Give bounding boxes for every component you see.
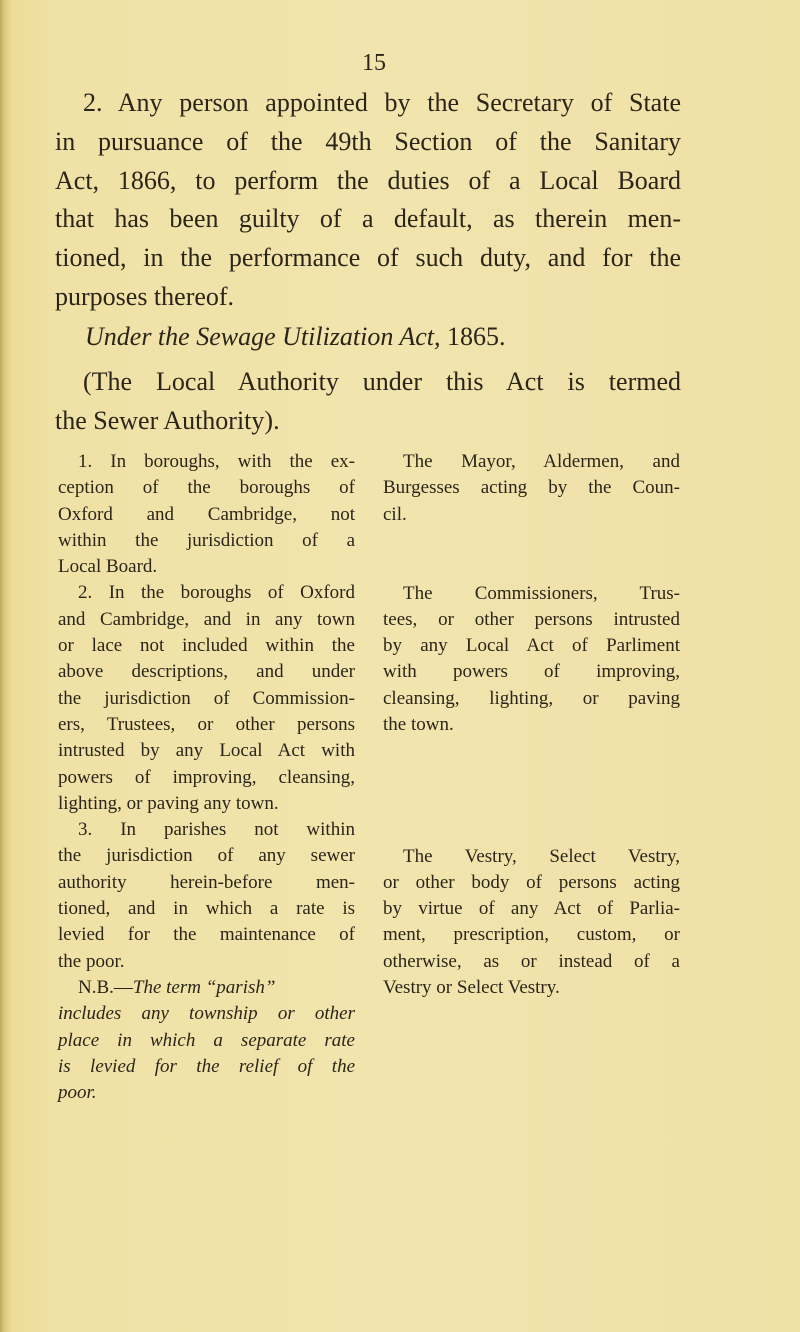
heading-year: 1865.	[447, 322, 506, 351]
text-line: 2. In the boroughs of Oxford	[78, 582, 355, 604]
text-line: 3. In parishes not within	[78, 819, 355, 841]
text-line: authority herein-before men-	[58, 871, 355, 893]
text-line: Burgesses acting by the Coun-	[383, 477, 680, 499]
text-line: or lace not included within the	[58, 635, 355, 657]
text-line: is levied for the relief of the	[58, 1055, 355, 1077]
text-line: in pursuance of the 49th Section of the Sanitary	[55, 126, 681, 156]
text-line: includes any township or other	[58, 1003, 355, 1025]
text-line: the town.	[383, 713, 454, 735]
text-line: powers of improving, cleansing,	[58, 766, 355, 788]
authority-entry	[383, 449, 680, 528]
text-line: levied for the maintenance of	[58, 924, 355, 946]
text-line: above descriptions, and under	[58, 661, 355, 683]
text-line: tees, or other persons intrusted	[383, 608, 680, 630]
text-line: poor.	[58, 1082, 97, 1104]
text-line: by any Local Act of Parliment	[383, 635, 680, 657]
text-line: Vestry or Select Vestry.	[383, 976, 560, 998]
section-heading	[85, 322, 506, 352]
text-line: cil.	[383, 503, 407, 525]
text-line: purposes thereof.	[55, 281, 235, 311]
text-line: within the jurisdiction of a	[58, 529, 355, 551]
text-line: the Sewer Authority).	[55, 406, 280, 435]
text-line: Oxford and Cambridge, not	[58, 503, 355, 525]
text-line: lighting, or paving any town.	[58, 792, 279, 814]
text-line: by virtue of any Act of Parlia-	[383, 898, 680, 920]
intro-paragraph	[55, 84, 681, 317]
text-line: otherwise, as or instead of a	[383, 950, 680, 972]
text-line: Act, 1866, to perform the duties of a Local Board	[55, 165, 681, 195]
text-line: with powers of improving,	[383, 661, 680, 683]
text-line: tioned, and in which a rate is	[58, 898, 355, 920]
nb-text: The term “parish”	[132, 976, 276, 998]
text-line: the poor.	[58, 950, 125, 972]
text-line: The Mayor, Aldermen, and	[403, 451, 680, 472]
text-line: The Commissioners, Trus-	[403, 582, 680, 604]
text-line: The Vestry, Select Vestry,	[403, 845, 680, 867]
nb-line	[58, 975, 355, 1001]
text-line: or other body of persons acting	[383, 871, 680, 893]
text-line: ment, prescription, custom, or	[383, 924, 680, 946]
left-column	[58, 449, 355, 1106]
text-line: cleansing, lighting, or paving	[383, 687, 680, 709]
text-line: that has been guilty of a default, as therein men-	[55, 204, 681, 234]
text-line: and Cambridge, and in any town	[58, 608, 355, 630]
text-line: the jurisdiction of Commission-	[58, 687, 355, 709]
authority-note	[55, 362, 681, 440]
text-line: intrusted by any Local Act with	[58, 740, 355, 762]
page-number: 15	[362, 50, 386, 76]
text-line: 2. Any person appointed by the Secretary of State	[83, 88, 681, 117]
heading-title: Under the Sewage Utilization Act,	[85, 322, 441, 351]
authority-entry	[383, 844, 680, 1002]
text-line: ers, Trustees, or other persons	[58, 713, 355, 735]
authority-entry	[383, 581, 680, 739]
text-line: ception of the boroughs of	[58, 477, 355, 499]
text-line: the jurisdiction of any sewer	[58, 845, 355, 867]
text-line: place in which a separate rate	[58, 1029, 355, 1051]
text-line: Local Board.	[58, 556, 158, 578]
nb-prefix: N.B.—	[78, 976, 133, 998]
text-line: (The Local Authority under this Act is termed	[83, 367, 681, 396]
text-line: tioned, in the performance of such duty, and for the	[55, 243, 681, 273]
text-line: 1. In boroughs, with the ex-	[78, 451, 355, 472]
